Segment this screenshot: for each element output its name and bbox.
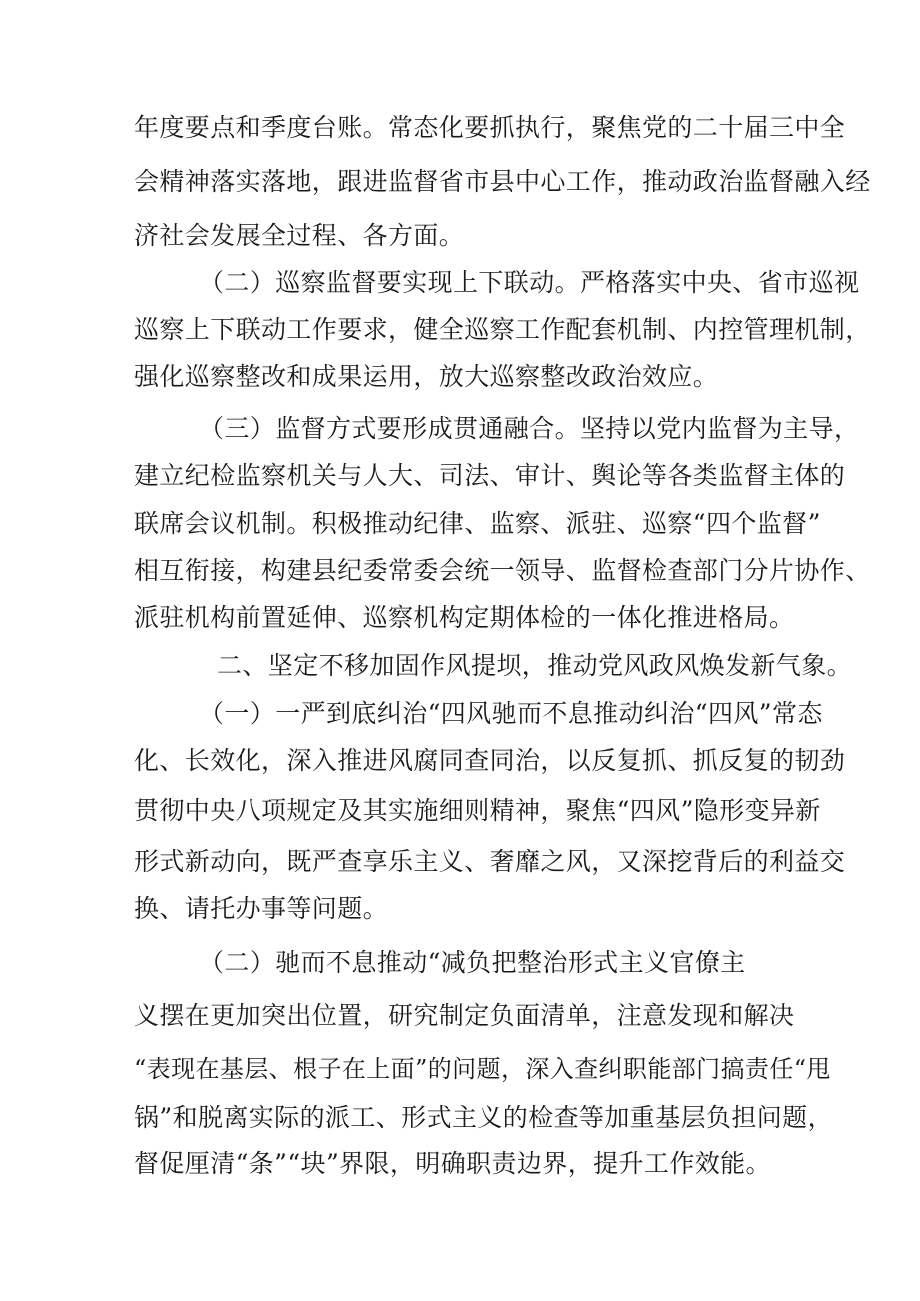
text-line-11: 派驻机构前置延伸、巡察机构定期体检的一体化推进格局。 xyxy=(134,603,795,632)
text-line-17: 换、请托办事等问题。 xyxy=(134,894,389,923)
text-line-18: （二）驰而不息推动“减负把整治形式主义官僚主 xyxy=(199,948,746,977)
text-line-16: 形式新动向，既严查享乐主义、奢靡之风，又深挖背后的利益交 xyxy=(134,847,846,876)
section-heading-2: 二、坚定不移加固作风提坝，推动党风政风焕发新气象。 xyxy=(217,651,853,680)
text-line-21: 锅”和脱离实际的派工、形式主义的检查等加重基层负担问题， xyxy=(134,1103,833,1132)
text-line-22: 督促厘清“条”“块”界限，明确职责边界，提升工作效能。 xyxy=(134,1149,771,1178)
text-line-9: 联席会议机制。积极推动纪律、监察、派驻、巡察“四个监督” xyxy=(134,509,821,538)
text-line-2: 会精神落实落地，跟进监督省市县中心工作，推动政治监督融入经 xyxy=(134,167,871,196)
text-line-19: 义摆在更加突出位置，研究制定负面清单，注意发现和解决 xyxy=(134,1001,795,1030)
text-line-15: 贯彻中央八项规定及其实施细则精神，聚焦“四风”隐形变异新 xyxy=(134,796,821,825)
text-line-20: “表现在基层、根子在上面”的问题，深入查纠职能部门搞责任“甩 xyxy=(134,1055,831,1083)
text-line-6: 强化巡察整改和成果运用，放大巡察整改政治效应。 xyxy=(134,362,719,391)
text-line-3: 济社会发展全过程、各方面。 xyxy=(134,221,465,250)
text-line-10: 相互衔接，构建县纪委常委会统一领导、监督检查部门分片协作、 xyxy=(134,556,871,585)
text-line-4: （二）巡察监督要实现上下联动。严格落实中央、省市巡视 xyxy=(199,268,860,297)
text-line-14: 化、长效化，深入推进风腐同查同治，以反复抓、抓反复的韧劲 xyxy=(134,746,846,775)
text-line-8: 建立纪检监察机关与人大、司法、审计、舆论等各类监督主体的 xyxy=(134,461,846,490)
text-line-1: 年度要点和季度台账。常态化要抓执行，聚焦党的二十届三中全 xyxy=(134,113,846,142)
text-line-13: （一）一严到底纠治“四风驰而不息推动纠治“四风”常态 xyxy=(199,699,823,728)
text-line-5: 巡察上下联动工作要求，健全巡察工作配套机制、内控管理机制， xyxy=(134,315,871,344)
text-line-7: （三）监督方式要形成贯通融合。坚持以党内监督为主导， xyxy=(199,414,860,443)
